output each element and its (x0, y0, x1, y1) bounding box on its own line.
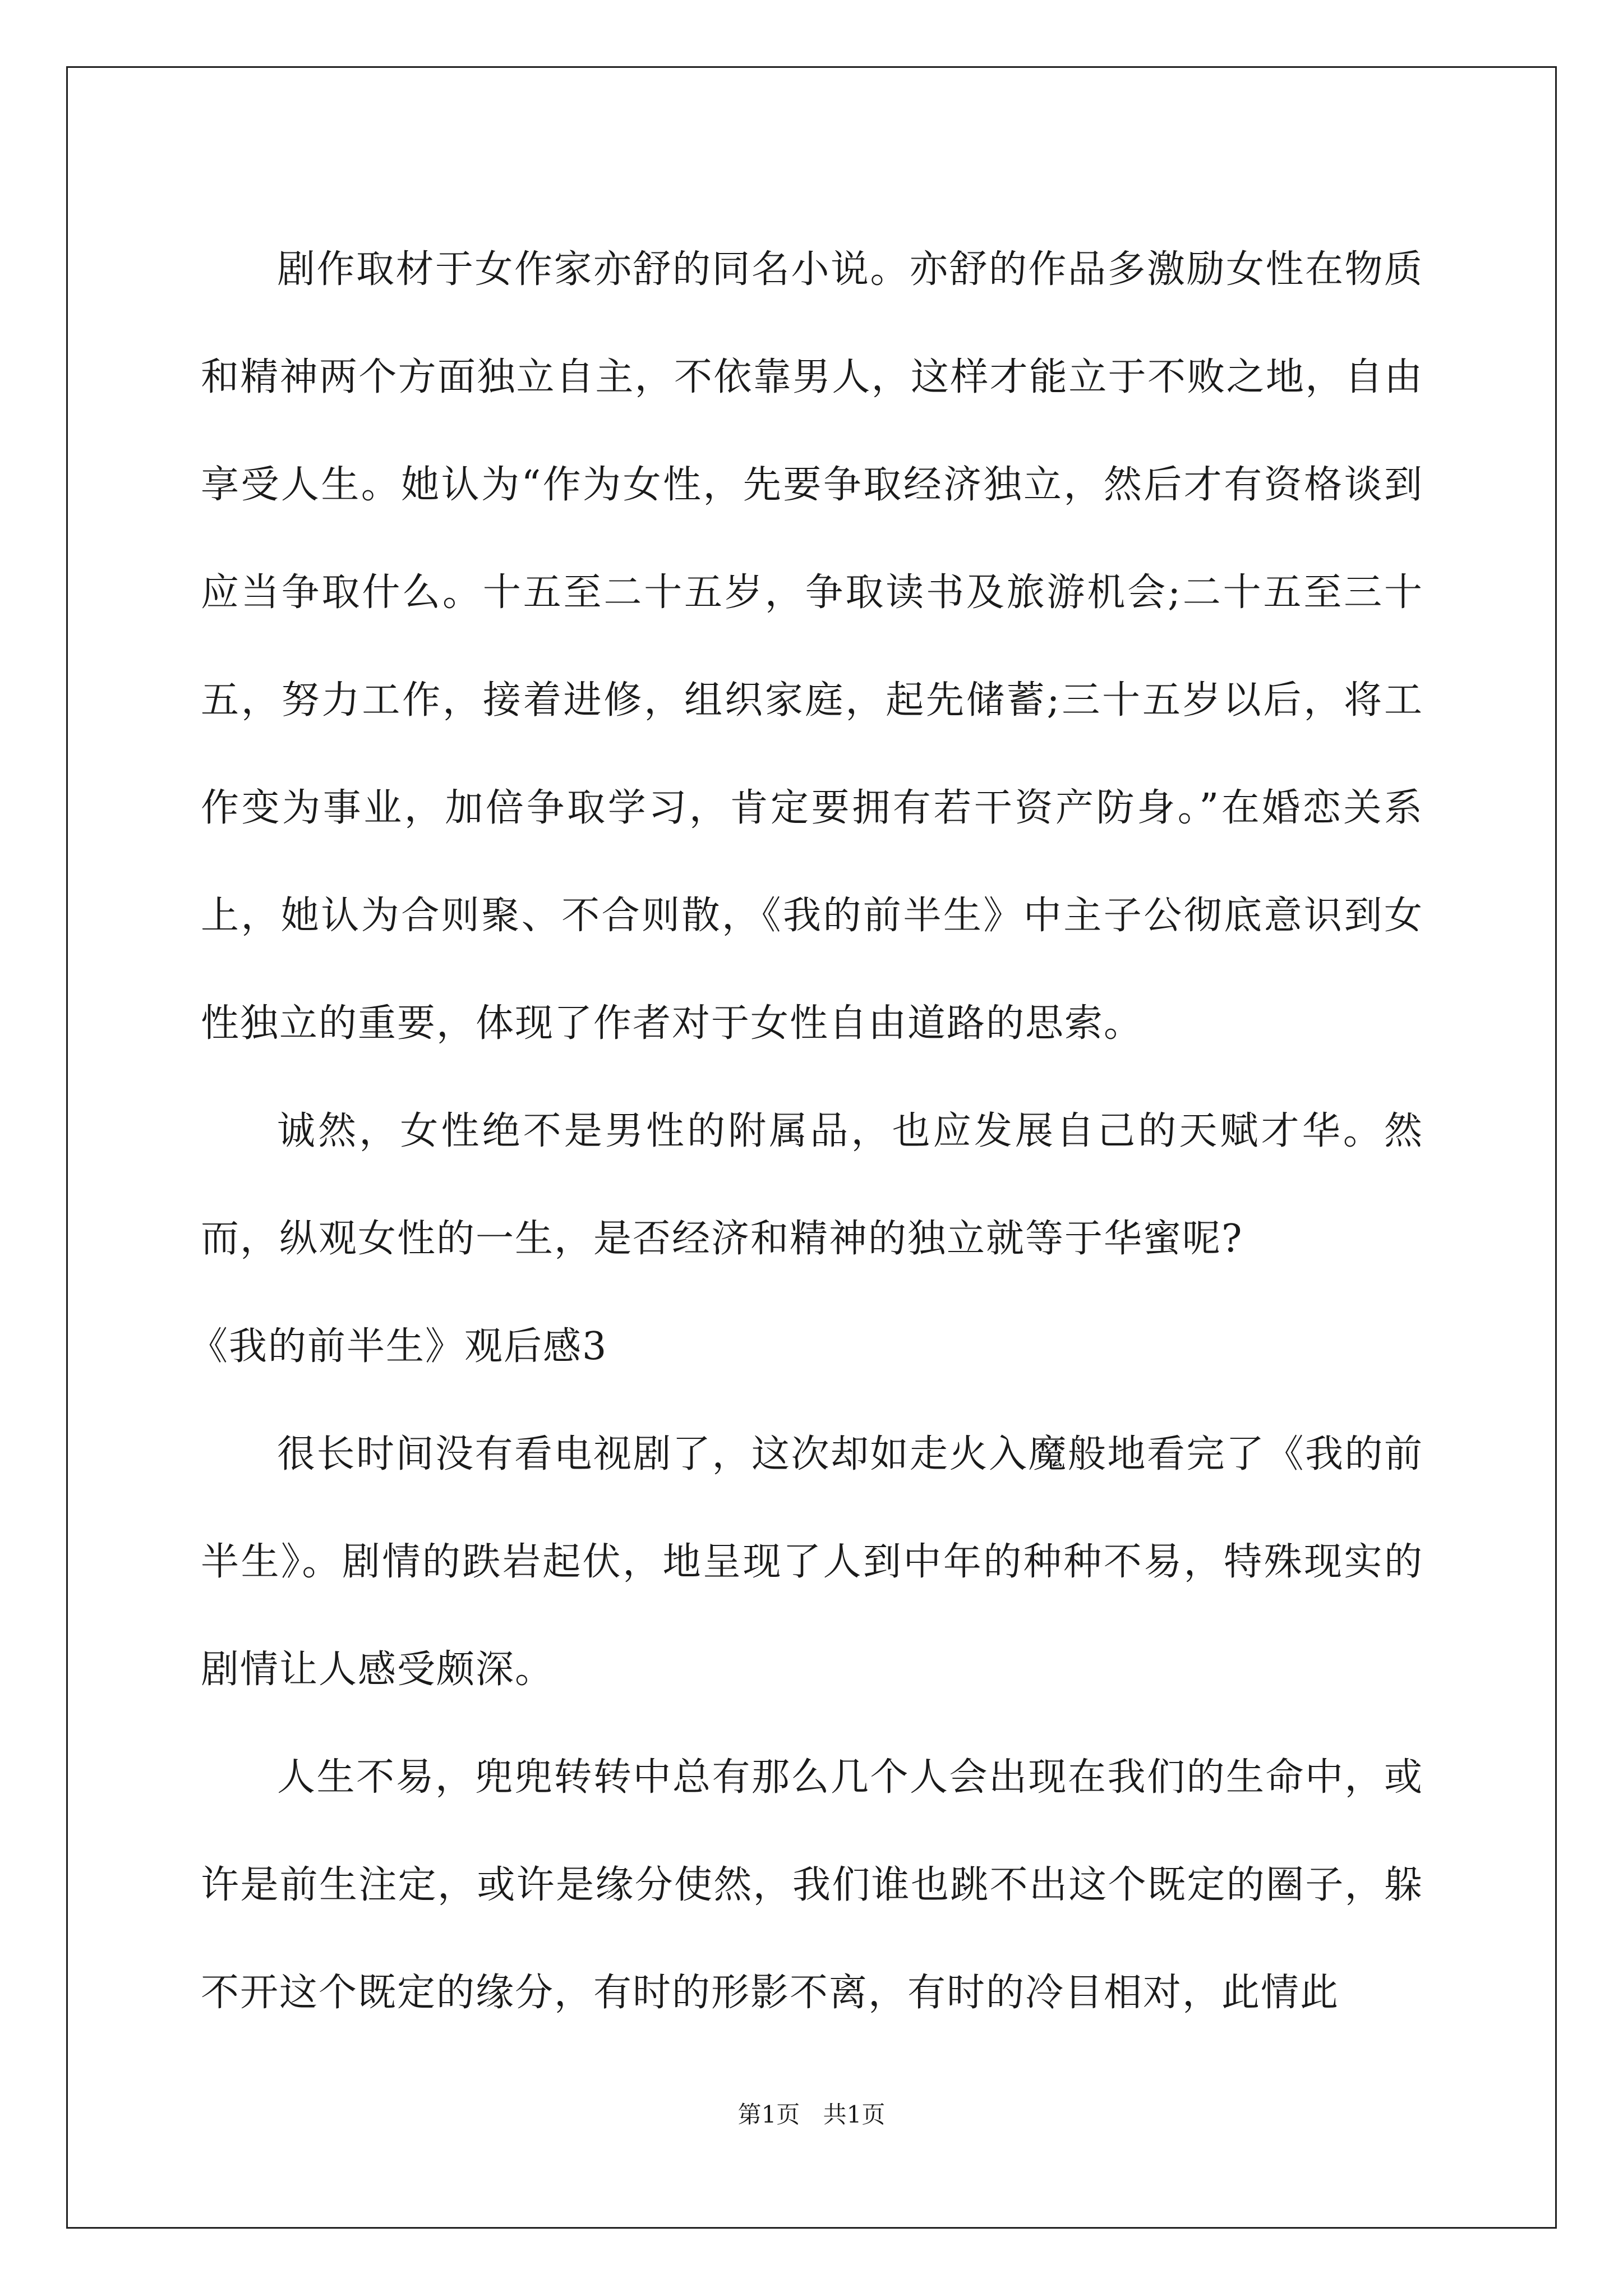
page-total: 共1页 (823, 2101, 886, 2128)
paragraph-2: 诚然，女性绝不是男性的附属品，也应发展自己的天赋才华。然而，纵观女性的一生，是否经济和精神的独立就等于华蜜呢? (201, 1109, 1423, 1261)
page-number: 第1页 (737, 2101, 800, 2128)
paragraph-4: 人生不易，兜兜转转中总有那么几个人会出现在我们的生命中，或许是前生注定，或许是缘分使然，我们谁也跳不出这个既定的圈子，躲不开这个既定的缘分，有时的形影不离，有时的冷目相对，此情此 (201, 1755, 1423, 2015)
document-body (190, 216, 1423, 2047)
paragraph-3: 很长时间没有看电视剧了，这次却如走火入魔般地看完了《我的前半生》。剧情的跌岩起伏，地呈现了人到中年的种种不易，特殊现实的剧情让人感受颇深。 (201, 1432, 1423, 1692)
section-heading: 《我的前半生》观后感3 (190, 1324, 608, 1369)
paragraph-1: 剧作取材于女作家亦舒的同名小说。亦舒的作品多激励女性在物质和精神两个方面独立自主，不依靠男人，这样才能立于不败之地，自由享受人生。她认为“作为女性，先要争取经济独立，然后才有资格谈到应当争取什么。十五至二十五岁，争取读书及旅游机会;二十五至三十五，努力工作，接着进修，组织家庭，起先储蓄;三十五岁以后，将工作变为事业，加倍争取学习，肯定要拥有若干资产防身。”在婚恋关系上，她认为合则聚、不合则散，《我的前半生》中主子公彻底意识到女性独立的重要，体现了作者对于女性自由道路的思索。 (201, 247, 1423, 1046)
page-footer (0, 2098, 1623, 2132)
